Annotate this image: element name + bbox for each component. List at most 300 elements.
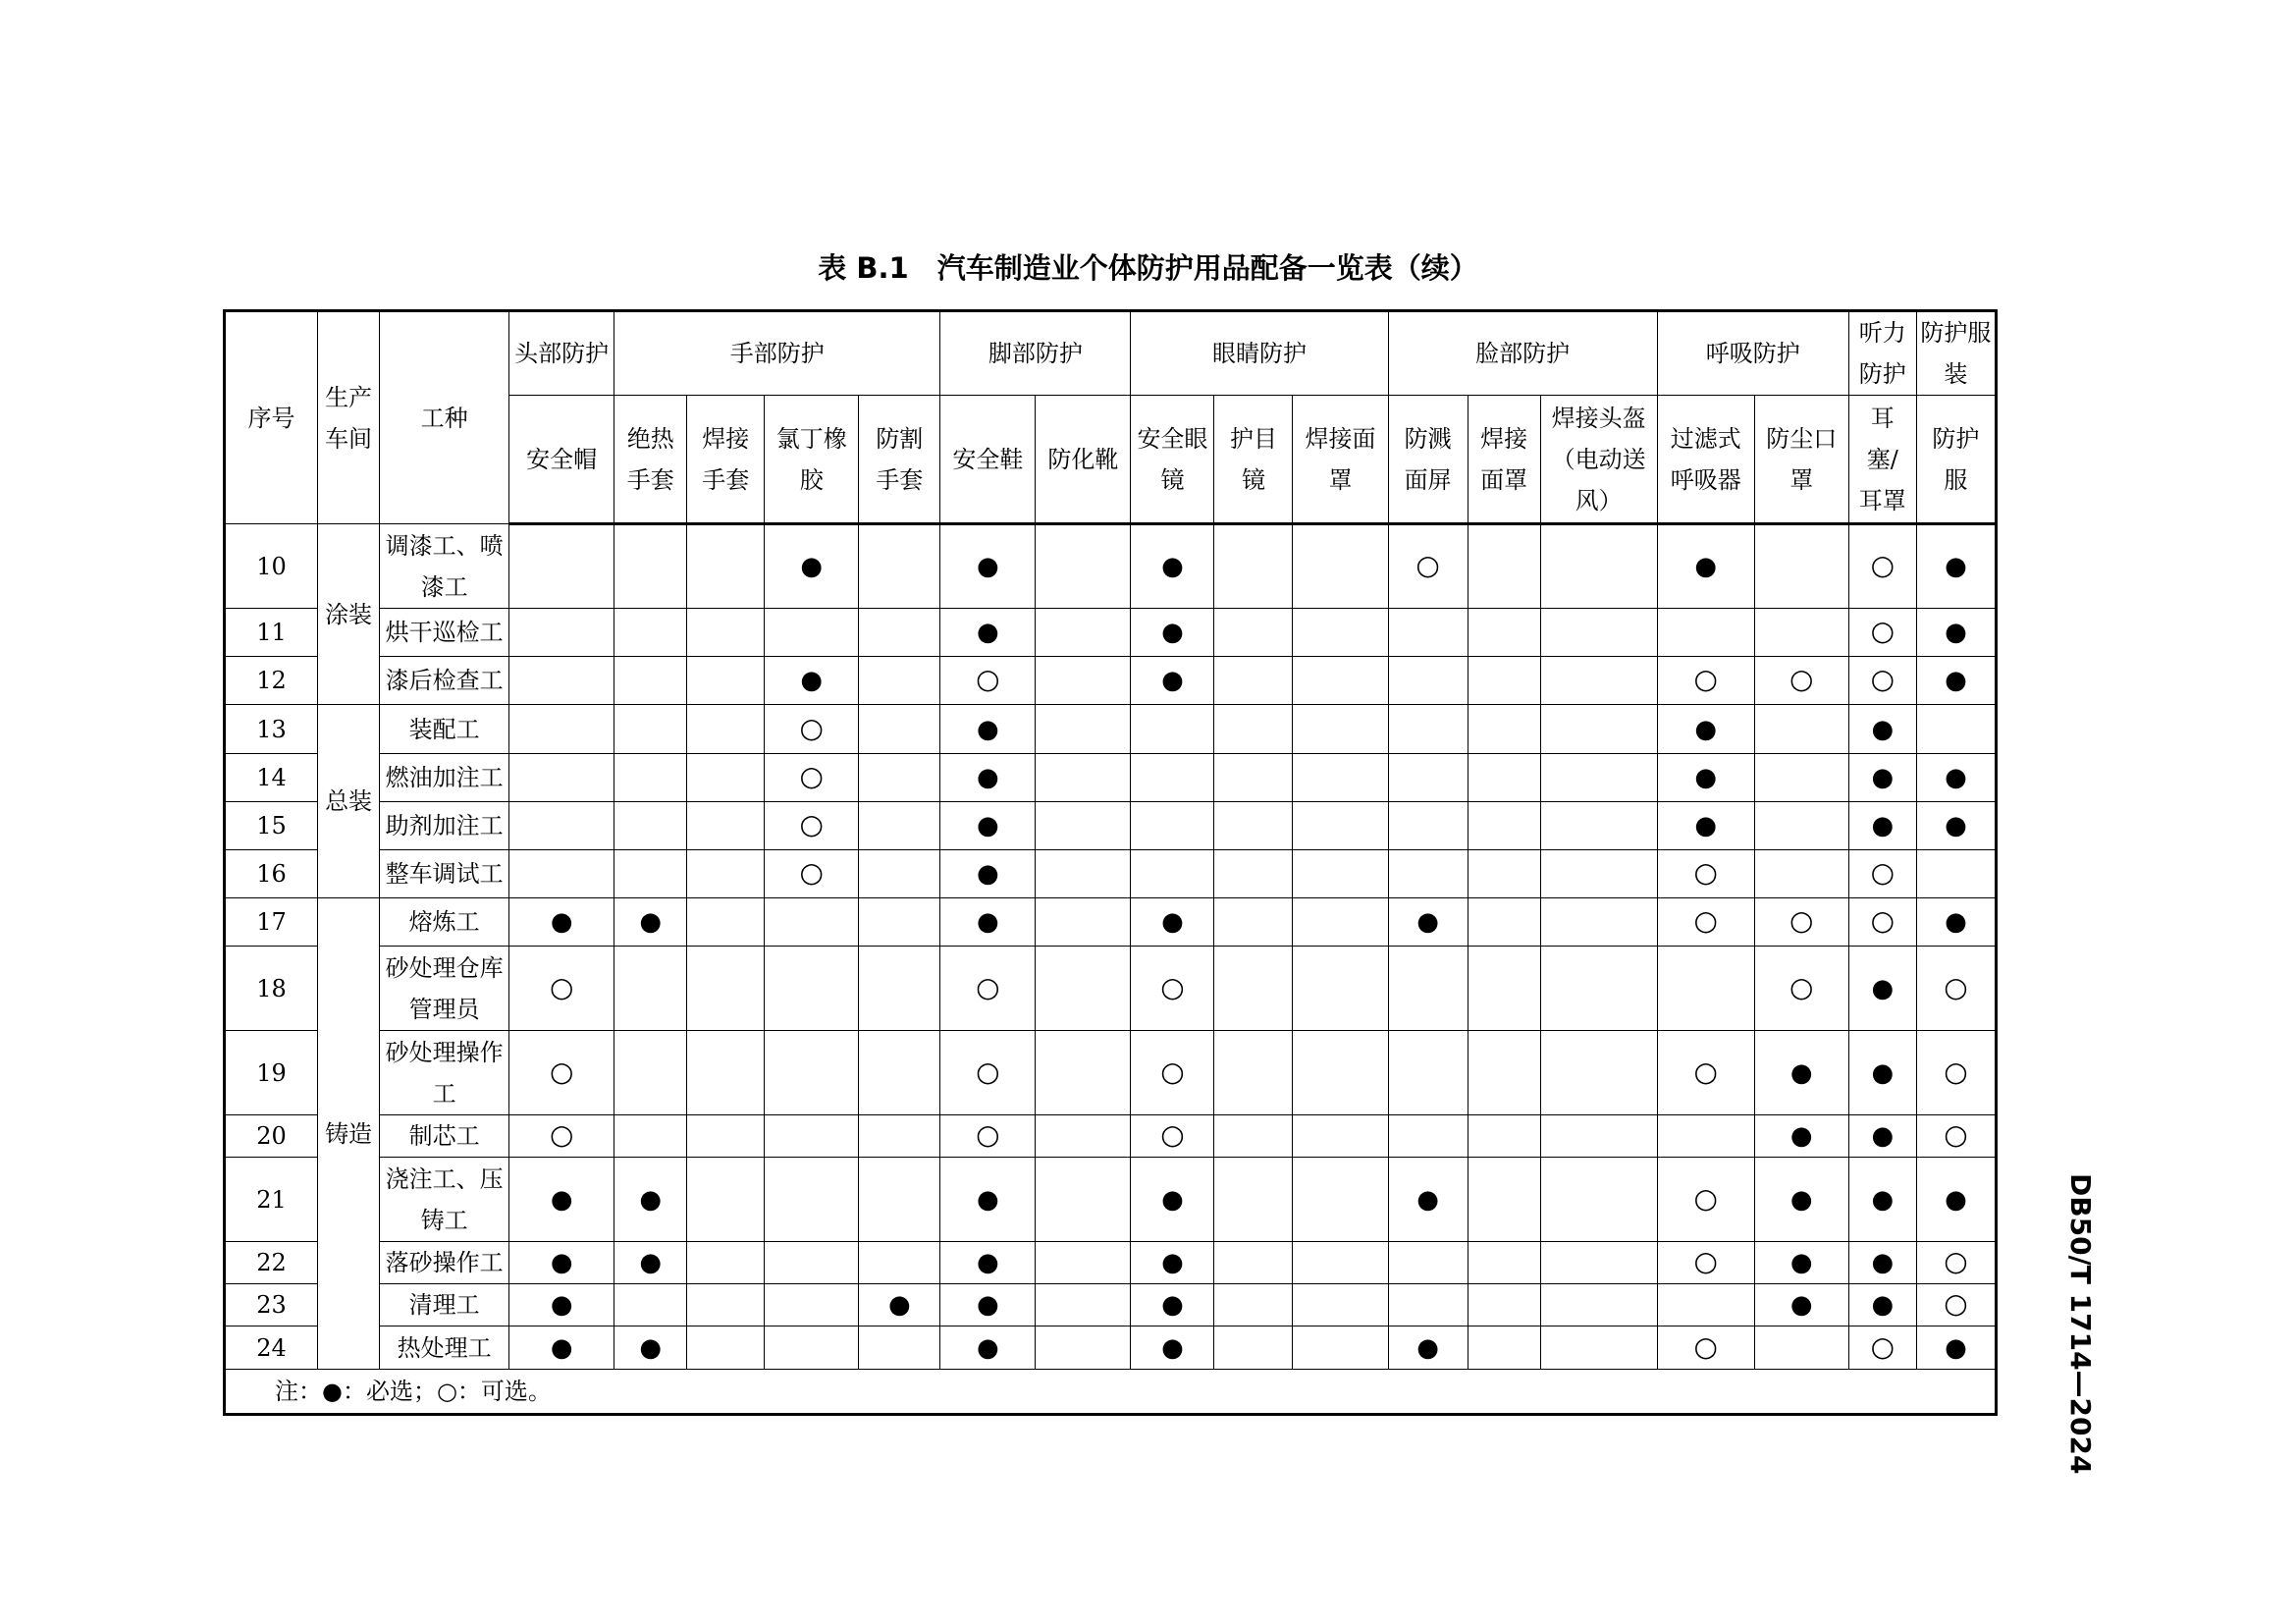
mark-cell	[1848, 1326, 1916, 1370]
mark-cell	[1916, 705, 1996, 754]
required-mark: ●	[639, 1248, 663, 1277]
mark-cell	[509, 524, 614, 609]
mark-cell	[1848, 705, 1916, 754]
optional-mark: ○	[1693, 904, 1718, 937]
row-job: 浇注工、压铸工	[380, 1158, 509, 1242]
mark-cell	[940, 898, 1036, 947]
optional-mark: ○	[799, 711, 824, 744]
header-item: 防割手套	[859, 396, 940, 524]
required-mark: ●	[1789, 1121, 1813, 1151]
mark-cell	[1848, 802, 1916, 850]
mark-cell	[1754, 1158, 1848, 1242]
table-row	[225, 657, 1997, 705]
required-mark: ●	[1789, 1057, 1813, 1088]
optional-mark: ○	[1693, 1245, 1718, 1277]
optional-mark: ○	[1693, 1181, 1718, 1215]
optional-mark: ○	[1944, 970, 1968, 1003]
mark-cell	[859, 705, 940, 754]
mark-cell	[765, 898, 859, 947]
mark-cell	[1848, 657, 1916, 705]
mark-cell	[1293, 1284, 1388, 1326]
optional-mark: ○	[1789, 663, 1814, 695]
mark-cell	[940, 1115, 1036, 1158]
mark-cell	[1388, 657, 1468, 705]
mark-cell	[614, 1031, 687, 1115]
document-code: DB50/T 1714—2024	[2064, 1173, 2097, 1475]
required-mark: ●	[887, 1290, 911, 1320]
required-mark: ●	[1871, 811, 1895, 840]
row-job: 装配工	[380, 705, 509, 754]
optional-mark: ○	[549, 1118, 574, 1151]
mark-cell	[614, 898, 687, 947]
mark-cell	[1848, 1031, 1916, 1115]
mark-cell	[859, 898, 940, 947]
optional-mark: ○	[549, 970, 574, 1003]
mark-cell	[1540, 850, 1657, 898]
mark-cell	[1754, 524, 1848, 609]
required-mark: ●	[977, 1290, 999, 1320]
optional-mark: ○	[1870, 904, 1896, 937]
optional-mark: ○	[1944, 1055, 1968, 1088]
mark-cell	[1131, 1326, 1214, 1370]
mark-cell	[1916, 1115, 1996, 1158]
required-mark: ●	[1161, 1184, 1184, 1215]
mark-cell	[765, 850, 859, 898]
required-mark: ●	[977, 714, 999, 744]
mark-cell	[1388, 1031, 1468, 1115]
mark-cell	[1754, 705, 1848, 754]
mark-cell	[1214, 1326, 1293, 1370]
mark-cell	[859, 1284, 940, 1326]
note-row	[225, 1370, 1997, 1415]
mark-cell	[1916, 524, 1996, 609]
row-seq: 24	[225, 1326, 318, 1370]
mark-cell	[614, 754, 687, 802]
required-mark: ●	[550, 1290, 573, 1320]
mark-cell	[1131, 802, 1214, 850]
mark-cell	[1916, 898, 1996, 947]
header-group: 手部防护	[614, 311, 940, 396]
mark-cell	[940, 1242, 1036, 1284]
mark-cell	[1131, 1242, 1214, 1284]
mark-cell	[1036, 657, 1131, 705]
mark-cell	[1754, 898, 1848, 947]
mark-cell	[1293, 898, 1388, 947]
mark-cell	[1131, 754, 1214, 802]
mark-cell	[765, 1115, 859, 1158]
mark-cell	[614, 705, 687, 754]
mark-cell	[859, 1158, 940, 1242]
header-item: 防化靴	[1036, 396, 1131, 524]
optional-mark: ○	[1944, 1118, 1968, 1151]
row-workshop: 涂装	[318, 524, 380, 705]
mark-cell	[1293, 802, 1388, 850]
mark-cell	[765, 754, 859, 802]
mark-cell	[1540, 609, 1657, 657]
mark-cell	[1293, 657, 1388, 705]
mark-cell	[1848, 947, 1916, 1031]
mark-cell	[1468, 657, 1540, 705]
mark-cell	[1293, 524, 1388, 609]
row-workshop: 总装	[318, 705, 380, 898]
required-mark: ●	[1871, 714, 1895, 744]
mark-cell	[1131, 1115, 1214, 1158]
mark-cell	[1036, 1242, 1131, 1284]
mark-cell	[1916, 754, 1996, 802]
optional-mark: ○	[1160, 1118, 1185, 1151]
mark-cell	[1388, 524, 1468, 609]
required-mark: ●	[977, 1248, 999, 1277]
row-job: 砂处理操作工	[380, 1031, 509, 1115]
mark-cell	[859, 754, 940, 802]
mark-cell	[1131, 850, 1214, 898]
optional-mark: ○	[1944, 1245, 1968, 1277]
mark-cell	[765, 1158, 859, 1242]
mark-cell	[940, 609, 1036, 657]
table-row	[225, 1284, 1997, 1326]
mark-cell	[1214, 1242, 1293, 1284]
required-mark: ●	[1871, 1248, 1895, 1277]
mark-cell	[1388, 898, 1468, 947]
mark-cell	[509, 754, 614, 802]
mark-cell	[1916, 802, 1996, 850]
required-mark: ●	[1945, 666, 1967, 695]
row-job: 落砂操作工	[380, 1242, 509, 1284]
mark-cell	[1540, 1284, 1657, 1326]
mark-cell	[1657, 1158, 1754, 1242]
mark-cell	[1468, 802, 1540, 850]
mark-cell	[940, 947, 1036, 1031]
mark-cell	[687, 609, 765, 657]
header-group: 呼吸防护	[1657, 311, 1848, 396]
header-item: 耳塞/耳罩	[1848, 396, 1916, 524]
required-mark: ●	[1945, 552, 1967, 581]
mark-cell	[1036, 524, 1131, 609]
mark-cell	[1036, 1326, 1131, 1370]
mark-cell	[765, 947, 859, 1031]
optional-mark: ○	[1789, 970, 1814, 1003]
mark-cell	[1293, 1115, 1388, 1158]
required-mark: ●	[977, 907, 999, 937]
required-mark: ●	[1945, 618, 1967, 647]
header-item: 护目镜	[1214, 396, 1293, 524]
mark-cell	[1214, 1158, 1293, 1242]
required-mark: ●	[800, 666, 824, 695]
mark-cell	[509, 1326, 614, 1370]
mark-cell	[1036, 1115, 1131, 1158]
mark-cell	[1657, 1115, 1754, 1158]
mark-cell	[859, 1115, 940, 1158]
mark-cell	[1657, 898, 1754, 947]
mark-cell	[1848, 1242, 1916, 1284]
mark-cell	[1468, 609, 1540, 657]
table-row	[225, 1326, 1997, 1370]
mark-cell	[859, 1031, 940, 1115]
mark-cell	[1754, 657, 1848, 705]
header-item: 安全眼镜	[1131, 396, 1214, 524]
row-job: 烘干巡检工	[380, 609, 509, 657]
row-seq: 12	[225, 657, 318, 705]
mark-cell	[1540, 754, 1657, 802]
header-item: 绝热手套	[614, 396, 687, 524]
required-mark: ●	[1161, 1290, 1184, 1320]
mark-cell	[1131, 1031, 1214, 1115]
mark-cell	[1388, 1158, 1468, 1242]
mark-cell	[940, 524, 1036, 609]
mark-cell	[1754, 802, 1848, 850]
optional-mark: ○	[976, 1055, 1000, 1088]
mark-cell	[1468, 1158, 1540, 1242]
mark-cell	[1293, 754, 1388, 802]
mark-cell	[1916, 1242, 1996, 1284]
mark-cell	[1657, 947, 1754, 1031]
mark-cell	[614, 1242, 687, 1284]
mark-cell	[1214, 947, 1293, 1031]
row-seq: 23	[225, 1284, 318, 1326]
row-seq: 20	[225, 1115, 318, 1158]
row-seq: 16	[225, 850, 318, 898]
mark-cell	[1754, 850, 1848, 898]
mark-cell	[1540, 1326, 1657, 1370]
header-item: 焊接头盔（电动送风）	[1540, 396, 1657, 524]
required-mark: ●	[1161, 618, 1184, 647]
mark-cell	[1468, 1242, 1540, 1284]
mark-cell	[1540, 657, 1657, 705]
table-row	[225, 1115, 1997, 1158]
mark-cell	[614, 802, 687, 850]
mark-cell	[859, 1242, 940, 1284]
mark-cell	[1754, 754, 1848, 802]
optional-mark: ○	[549, 1055, 574, 1088]
required-mark: ●	[550, 1332, 573, 1363]
mark-cell	[687, 802, 765, 850]
mark-cell	[509, 1284, 614, 1326]
optional-mark: ○	[1160, 970, 1185, 1003]
mark-cell	[687, 657, 765, 705]
mark-cell	[1657, 705, 1754, 754]
row-workshop: 铸造	[318, 898, 380, 1370]
table-note: 注：●：必选；○：可选。	[225, 1370, 1997, 1415]
mark-cell	[765, 1284, 859, 1326]
optional-mark: ○	[799, 808, 824, 840]
mark-cell	[1131, 609, 1214, 657]
mark-cell	[1388, 802, 1468, 850]
mark-cell	[859, 850, 940, 898]
optional-mark: ○	[976, 1118, 1000, 1151]
table-row	[225, 1031, 1997, 1115]
mark-cell	[1214, 609, 1293, 657]
mark-cell	[1657, 1326, 1754, 1370]
table-row	[225, 1242, 1997, 1284]
header-item: 过滤式呼吸器	[1657, 396, 1754, 524]
required-mark: ●	[977, 552, 999, 581]
mark-cell	[940, 705, 1036, 754]
row-seq: 19	[225, 1031, 318, 1115]
mark-cell	[509, 705, 614, 754]
required-mark: ●	[1694, 811, 1718, 840]
mark-cell	[1657, 1031, 1754, 1115]
required-mark: ●	[1416, 1332, 1439, 1363]
required-mark: ●	[1871, 1057, 1895, 1088]
mark-cell	[859, 802, 940, 850]
header-item: 防尘口罩	[1754, 396, 1848, 524]
mark-cell	[1468, 1031, 1540, 1115]
mark-cell	[614, 657, 687, 705]
mark-cell	[1848, 1158, 1916, 1242]
row-seq: 11	[225, 609, 318, 657]
mark-cell	[1540, 524, 1657, 609]
required-mark: ●	[1161, 552, 1184, 581]
mark-cell	[1468, 1284, 1540, 1326]
mark-cell	[1754, 1115, 1848, 1158]
required-mark: ●	[1871, 973, 1895, 1003]
mark-cell	[940, 850, 1036, 898]
mark-cell	[1848, 898, 1916, 947]
mark-cell	[1214, 1031, 1293, 1115]
mark-cell	[1388, 1284, 1468, 1326]
mark-cell	[1388, 850, 1468, 898]
mark-cell	[1916, 1031, 1996, 1115]
mark-cell	[1540, 1242, 1657, 1284]
required-mark: ●	[977, 811, 999, 840]
row-job: 燃油加注工	[380, 754, 509, 802]
mark-cell	[1131, 1284, 1214, 1326]
mark-cell	[1036, 1031, 1131, 1115]
mark-cell	[940, 1326, 1036, 1370]
header-group: 头部防护	[509, 311, 614, 396]
table-row	[225, 850, 1997, 898]
row-job: 热处理工	[380, 1326, 509, 1370]
mark-cell	[1657, 1284, 1754, 1326]
header-item: 安全帽	[509, 396, 614, 524]
optional-mark: ○	[1870, 615, 1896, 647]
mark-cell	[1468, 705, 1540, 754]
mark-cell	[1293, 850, 1388, 898]
optional-mark: ○	[1789, 904, 1814, 937]
optional-mark: ○	[799, 856, 824, 889]
required-mark: ●	[639, 907, 663, 937]
mark-cell	[1468, 898, 1540, 947]
optional-mark: ○	[1693, 663, 1718, 695]
required-mark: ●	[1945, 907, 1967, 937]
required-mark: ●	[1945, 1184, 1967, 1215]
header-group: 脚部防护	[940, 311, 1131, 396]
mark-cell	[687, 524, 765, 609]
optional-mark: ○	[1870, 549, 1896, 581]
mark-cell	[1657, 850, 1754, 898]
mark-cell	[614, 1284, 687, 1326]
mark-cell	[1293, 1326, 1388, 1370]
required-mark: ●	[1694, 763, 1718, 792]
mark-cell	[1036, 1284, 1131, 1326]
mark-cell	[765, 705, 859, 754]
optional-mark: ○	[1160, 1055, 1185, 1088]
mark-cell	[1131, 524, 1214, 609]
optional-mark: ○	[1693, 1055, 1718, 1088]
mark-cell	[614, 850, 687, 898]
mark-cell	[614, 1158, 687, 1242]
mark-cell	[1036, 850, 1131, 898]
mark-cell	[1131, 947, 1214, 1031]
mark-cell	[1754, 947, 1848, 1031]
mark-cell	[859, 524, 940, 609]
header-group: 脸部防护	[1388, 311, 1657, 396]
table-title: 表 B.1 汽车制造业个体防护用品配备一览表（续）	[818, 251, 1478, 285]
required-mark: ●	[977, 618, 999, 647]
mark-cell	[1754, 1031, 1848, 1115]
row-job: 熔炼工	[380, 898, 509, 947]
mark-cell	[1293, 1031, 1388, 1115]
required-mark: ●	[977, 1184, 999, 1215]
header-group: 眼睛防护	[1131, 311, 1388, 396]
mark-cell	[614, 947, 687, 1031]
mark-cell	[1916, 1326, 1996, 1370]
table-row	[225, 802, 1997, 850]
table-row	[225, 609, 1997, 657]
mark-cell	[614, 609, 687, 657]
mark-cell	[1293, 1158, 1388, 1242]
mark-cell	[1754, 609, 1848, 657]
mark-cell	[614, 1326, 687, 1370]
mark-cell	[1468, 1326, 1540, 1370]
mark-cell	[1036, 754, 1131, 802]
required-mark: ●	[1161, 1248, 1184, 1277]
required-mark: ●	[1416, 907, 1439, 937]
row-seq: 14	[225, 754, 318, 802]
mark-cell	[687, 1242, 765, 1284]
mark-cell	[1388, 947, 1468, 1031]
mark-cell	[1036, 609, 1131, 657]
mark-cell	[1848, 850, 1916, 898]
optional-mark: ○	[1693, 1329, 1718, 1363]
row-job: 调漆工、喷漆工	[380, 524, 509, 609]
mark-cell	[1214, 754, 1293, 802]
required-mark: ●	[639, 1332, 663, 1363]
mark-cell	[1388, 705, 1468, 754]
mark-cell	[1036, 947, 1131, 1031]
mark-cell	[1214, 705, 1293, 754]
mark-cell	[1848, 1115, 1916, 1158]
mark-cell	[687, 1284, 765, 1326]
optional-mark: ○	[1870, 1329, 1896, 1363]
required-mark: ●	[1789, 1184, 1813, 1215]
required-mark: ●	[1416, 1184, 1439, 1215]
mark-cell	[1468, 1115, 1540, 1158]
mark-cell	[614, 524, 687, 609]
row-job: 清理工	[380, 1284, 509, 1326]
mark-cell	[1131, 898, 1214, 947]
optional-mark: ○	[1870, 856, 1896, 889]
mark-cell	[1540, 705, 1657, 754]
mark-cell	[1916, 850, 1996, 898]
optional-mark: ○	[976, 970, 1000, 1003]
optional-mark: ○	[1693, 856, 1718, 889]
mark-cell	[687, 1115, 765, 1158]
table-header	[225, 311, 1997, 524]
table-body	[225, 524, 1997, 1415]
mark-cell	[1540, 1031, 1657, 1115]
required-mark: ●	[977, 1332, 999, 1363]
mark-cell	[1036, 802, 1131, 850]
required-mark: ●	[977, 859, 999, 889]
mark-cell	[1468, 754, 1540, 802]
required-mark: ●	[1789, 1248, 1813, 1277]
mark-cell	[1293, 609, 1388, 657]
mark-cell	[765, 802, 859, 850]
mark-cell	[1214, 1284, 1293, 1326]
required-mark: ●	[977, 763, 999, 792]
optional-mark: ○	[976, 663, 1000, 695]
